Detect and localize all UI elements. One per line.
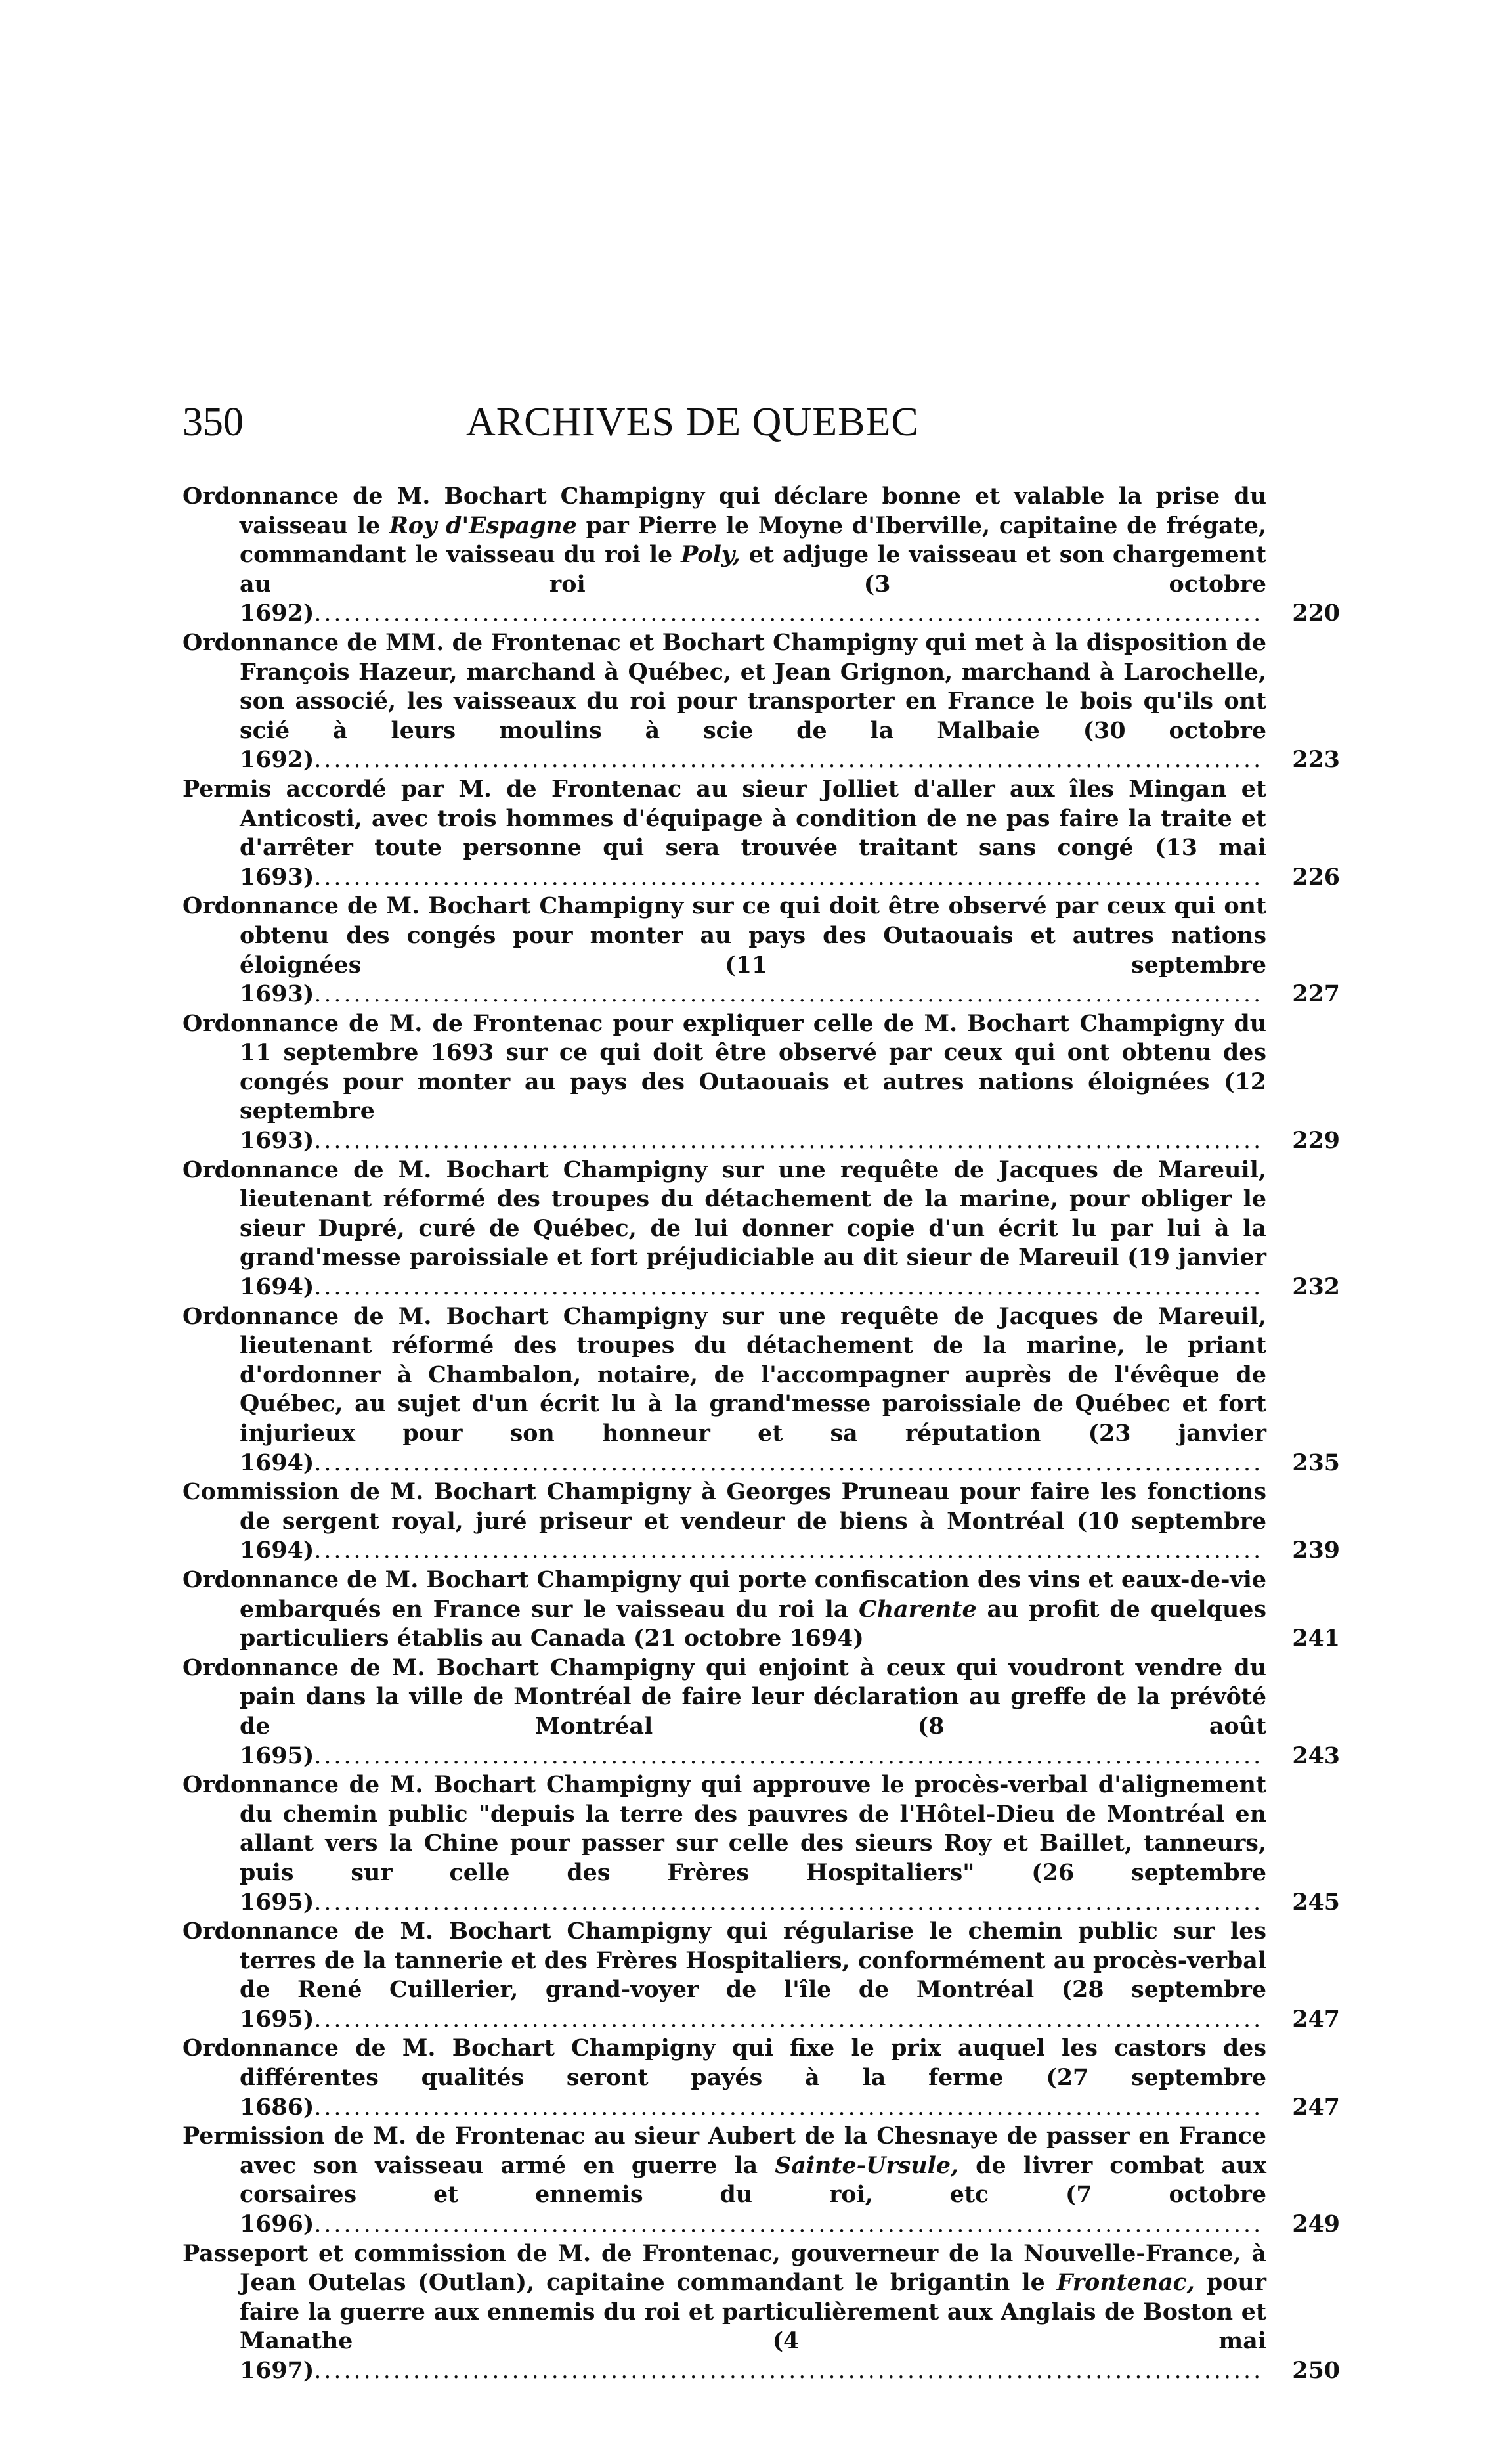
entry-text: Ordonnance de M. Bochart Champigny qui porte confiscation des vins et eaux-de-vie embarqués en France sur le vaisseau du roi la Charente au profit de quelques particuliers établis au Canada (21 octobre 1694) (183, 1566, 1266, 1652)
entry-text: Ordonnance de M. Bochart Champigny qui enjoint à ceux qui voudront vendre du pain dans la ville de Montréal de faire leur déclaration au greffe de la prévôté de Montréal (8 août 1695) (183, 1654, 1266, 1769)
entry-page-number: 227 (1292, 980, 1340, 1008)
entry-text: Ordonnance de M. Bochart Champigny qui fixe le prix auquel les castors des différentes qualités seront payés à la ferme (27 septembre 1686) (183, 2035, 1266, 2121)
index-entry (183, 1302, 1340, 1478)
entry-page-number: 220 (1292, 600, 1340, 627)
entry-page-number: 235 (1292, 1449, 1340, 1476)
index-entry (183, 2034, 1340, 2122)
dot-leader: ................................................................................................ (314, 600, 1264, 627)
index-entry (183, 892, 1340, 1009)
dot-leader: ................................................................................................ (314, 2211, 1264, 2238)
entry-text: Ordonnance de M. Bochart Champigny sur ce qui doit être observé par ceux qui ont obtenu des congés pour monter au pays des Outaouais et autres nations éloignées (11 septembre 1693) (183, 892, 1266, 1008)
entry-text: Commission de M. Bochart Champigny à Georges Pruneau pour faire les fonctions de sergent royal, juré priseur et vendeur de biens à Montréal (10 septembre 1694) (183, 1478, 1266, 1564)
dot-leader: ................................................................................................ (314, 1128, 1264, 1155)
index-entry (183, 775, 1340, 892)
index-entry (183, 482, 1340, 628)
entry-page-number: 232 (1292, 1273, 1340, 1301)
dot-leader: ................................................................................................ (314, 1449, 1264, 1476)
dot-leader: ................................................................................................ (314, 1537, 1264, 1564)
entry-page-number: 239 (1292, 1537, 1340, 1564)
index-entry (183, 1009, 1340, 1156)
entry-page-number: 226 (1292, 863, 1340, 891)
running-title: ARCHIVES DE QUEBEC (466, 400, 919, 445)
index-entry (183, 1917, 1340, 2034)
page-header (183, 393, 1338, 452)
entry-text: Ordonnance de M. Bochart Champigny qui régularise le chemin public sur les terres de la tannerie et des Frères Hospitaliers, conformément au procès-verbal de René Cuillerier, grand-voyer de l'île de Montréal (28 septembre 1695) (183, 1918, 1266, 2033)
dot-leader: ................................................................................................ (314, 864, 1264, 891)
entry-page-number: 247 (1292, 2093, 1340, 2121)
dot-leader: ................................................................................................ (314, 1742, 1264, 1769)
dot-leader: ................................................................................................ (314, 981, 1264, 1008)
entry-text: Ordonnance de MM. de Frontenac et Bochart Champigny qui met à la disposition de François Hazeur, marchand à Québec, et Jean Grignon, marchand à Larochelle, son associé, les vaisseaux du roi pour transporter en France le bois qu'ils ont scié à leurs moulins à scie de la Malbaie (30 octobre 1692) (183, 628, 1266, 774)
entry-text: Passeport et commission de M. de Frontenac, gouverneur de la Nouvelle-France, à Jean Outelas (Outlan), capitaine commandant le brigantin le Frontenac, pour faire la guerre aux ennemis du roi et particulièrement aux Anglais de Boston et Manathe (4 mai 1697) (183, 2239, 1266, 2384)
index-entry (183, 1156, 1340, 1302)
index-entry (183, 2122, 1340, 2239)
entry-page-number: 247 (1292, 2005, 1340, 2033)
page-number: 350 (183, 400, 244, 445)
dot-leader: ................................................................................................ (314, 2094, 1264, 2121)
dot-leader: ................................................................................................ (314, 1889, 1264, 1916)
entry-page-number: 250 (1292, 2357, 1340, 2384)
dot-leader: ................................................................................................ (314, 1274, 1264, 1301)
index-entry (183, 1771, 1340, 1917)
index-entry (183, 1478, 1340, 1566)
index-entry (183, 2239, 1340, 2386)
index-entry (183, 628, 1340, 775)
entry-text: Permission de M. de Frontenac au sieur Aubert de la Chesnaye de passer en France avec son vaisseau armé en guerre la Sainte-Ursule, de livrer combat aux corsaires et ennemis du roi, etc (7 octobre 1696) (183, 2123, 1266, 2238)
entry-page-number: 223 (1292, 746, 1340, 774)
entry-text: Ordonnance de M. Bochart Champigny qui déclare bonne et valable la prise du vaisseau le Roy d'Espagne par Pierre le Moyne d'Iberville, capitaine de frégate, commandant le vaisseau du roi le Poly, et adjuge le vaisseau et son chargement au roi (3 octobre 1692) (183, 483, 1266, 627)
entry-text: Ordonnance de M. Bochart Champigny qui approuve le procès-verbal d'alignement du chemin public "depuis la terre des pauvres de l'Hôtel-Dieu de Montréal en allant vers la Chine pour passer sur celle des sieurs Roy et Baillet, tanneurs, puis sur celle des Frères Hospitaliers" (26 septembre 1695) (183, 1771, 1266, 1916)
index-entry-list (183, 482, 1340, 2386)
entry-page-number: 241 (1292, 1625, 1340, 1652)
dot-leader: ................................................................................................ (314, 747, 1264, 774)
entry-text: Permis accordé par M. de Frontenac au sieur Jolliet d'aller aux îles Mingan et Anticosti, avec trois hommes d'équipage à condition de ne pas faire la traite et d'arrêter toute personne qui sera trouvée traitant sans congé (13 mai 1693) (183, 775, 1266, 891)
index-entry (183, 1654, 1340, 1771)
entry-page-number: 229 (1292, 1127, 1340, 1155)
entry-page-number: 245 (1292, 1888, 1340, 1916)
entry-text: Ordonnance de M. Bochart Champigny sur une requête de Jacques de Mareuil, lieutenant réformé des troupes du détachement de la marine, le priant d'ordonner à Chambalon, notaire, de l'accompagner auprès de l'évêque de Québec, au sujet d'un écrit lu à la grand'messe paroissiale de Québec et fort injurieux pour son honneur et sa réputation (23 janvier 1694) (183, 1302, 1266, 1476)
entry-text: Ordonnance de M. Bochart Champigny sur une requête de Jacques de Mareuil, lieutenant réformé des troupes du détachement de la marine, pour obliger le sieur Dupré, curé de Québec, de lui donner copie d'un écrit lu par lui à la grand'messe paroissiale et fort préjudiciable au dit sieur de Mareuil (19 janvier 1694) (183, 1156, 1266, 1301)
index-entry (183, 1566, 1340, 1654)
entry-page-number: 243 (1292, 1742, 1340, 1769)
dot-leader: ................................................................................................ (314, 2358, 1264, 2384)
entry-text: Ordonnance de M. de Frontenac pour expliquer celle de M. Bochart Champigny du 11 septembre 1693 sur ce qui doit être observé par ceux qui ont obtenu des congés pour monter au pays des Outaouais et autres nations éloignées (12 septembre 1693) (183, 1009, 1266, 1155)
entry-page-number: 249 (1292, 2211, 1340, 2238)
dot-leader: ................................................................................................ (314, 2006, 1264, 2033)
